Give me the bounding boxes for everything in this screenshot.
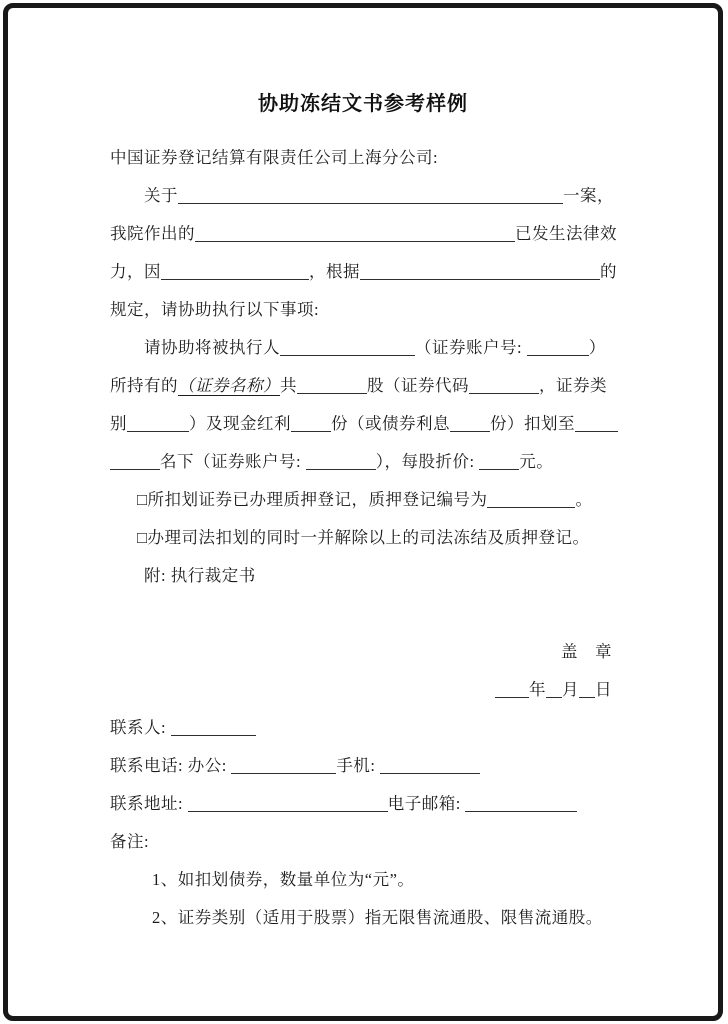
blank-field bbox=[127, 426, 189, 432]
document-page bbox=[8, 8, 718, 937]
text-segment: 已发生法律效 bbox=[515, 224, 617, 243]
text-segment: ），每股折价: bbox=[375, 452, 480, 471]
release-option-line bbox=[110, 519, 616, 557]
checkbox-icon: □ bbox=[137, 528, 148, 547]
text-segment: 力，因 bbox=[110, 262, 161, 281]
contact-person-line bbox=[110, 709, 616, 747]
text-segment: 联系人: bbox=[110, 718, 171, 737]
blank-field bbox=[469, 388, 539, 394]
blank-field bbox=[465, 806, 577, 812]
text-segment: 元。 bbox=[519, 452, 554, 471]
blank-field bbox=[291, 426, 331, 432]
text-segment: （证券名称） bbox=[178, 376, 280, 395]
text-segment: 备注: bbox=[110, 832, 150, 851]
document-title: 协助冻结文书参考样例 bbox=[258, 93, 468, 115]
blank-field bbox=[306, 464, 376, 470]
date-line bbox=[110, 671, 616, 709]
text-segment: 日 bbox=[595, 680, 612, 699]
text-segment: 手机: bbox=[336, 756, 381, 775]
blank-field bbox=[171, 730, 256, 736]
checkbox-icon: □ bbox=[137, 490, 148, 509]
blank-field bbox=[188, 806, 388, 812]
provision-line bbox=[110, 291, 616, 329]
blank-field bbox=[380, 768, 480, 774]
text-segment: 股（证券代码 bbox=[367, 376, 469, 395]
contact-phone-line bbox=[110, 747, 616, 785]
text-segment: 月 bbox=[562, 680, 579, 699]
text-segment: 年 bbox=[529, 680, 546, 699]
text-segment: 办理司法扣划的同时一并解除以上的司法冻结及质押登记。 bbox=[147, 528, 590, 547]
executee-line bbox=[110, 329, 616, 367]
blank-field bbox=[579, 692, 595, 698]
text-segment: 。 bbox=[575, 490, 593, 509]
blank-field bbox=[360, 274, 600, 280]
blank-field bbox=[280, 350, 415, 356]
securities-name-line bbox=[110, 367, 616, 405]
text-segment: 电子邮箱: bbox=[387, 794, 466, 813]
blank-field bbox=[479, 464, 519, 470]
note-1-line bbox=[110, 861, 616, 899]
text-segment: 我院作出的 bbox=[110, 224, 195, 243]
text-segment: ，证券类 bbox=[539, 376, 607, 395]
transfer-target-line bbox=[110, 443, 616, 481]
text-segment: 关于 bbox=[144, 186, 178, 205]
legal-basis-line bbox=[110, 253, 616, 291]
text-segment: 2、证券类别（适用于股票）指无限售流通股、限售流通股。 bbox=[152, 908, 603, 927]
text-segment: 所扣划证券已办理质押登记，质押登记编号为 bbox=[147, 490, 488, 509]
text-segment: 附: 执行裁定书 bbox=[144, 566, 256, 585]
text-segment: 一案， bbox=[563, 186, 614, 205]
blank-field bbox=[527, 350, 589, 356]
text-segment: 联系地址: bbox=[110, 794, 188, 813]
blank-field bbox=[178, 198, 563, 204]
text-segment: 中国证券登记结算有限责任公司上海分公司: bbox=[110, 148, 439, 167]
page-border bbox=[3, 3, 723, 1021]
text-segment: 规定，请协助执行以下事项: bbox=[110, 300, 320, 319]
blank-field bbox=[575, 426, 618, 432]
text-segment: 所持有的 bbox=[110, 376, 178, 395]
text-segment: 份）扣划至 bbox=[490, 414, 575, 433]
text-segment: 1、如扣划债券，数量单位为“元”。 bbox=[152, 870, 415, 889]
text-segment: ） bbox=[588, 338, 606, 357]
text-segment: 请协助将被执行人 bbox=[144, 338, 280, 357]
contact-address-line bbox=[110, 785, 616, 823]
text-segment: （证券账户号: bbox=[415, 338, 527, 357]
ruling-line bbox=[110, 215, 616, 253]
blank-field bbox=[546, 692, 562, 698]
text-segment: ，根据 bbox=[309, 262, 360, 281]
case-line bbox=[110, 177, 616, 215]
blank-field bbox=[195, 236, 515, 242]
blank-field bbox=[487, 502, 575, 508]
note-2-line bbox=[110, 899, 616, 937]
blank-field bbox=[110, 464, 160, 470]
text-segment: 联系电话: 办公: bbox=[110, 756, 232, 775]
blank-field bbox=[161, 274, 309, 280]
text-segment: ）及现金红利 bbox=[189, 414, 291, 433]
text-segment: 份（或债券利息 bbox=[331, 414, 450, 433]
text-segment: 名下（证券账户号: bbox=[160, 452, 306, 471]
text-segment: 共 bbox=[280, 376, 297, 395]
addressee-line bbox=[110, 139, 616, 177]
document-body bbox=[110, 139, 616, 937]
pledge-option-line bbox=[110, 481, 616, 519]
text-segment: 盖 章 bbox=[561, 642, 612, 661]
blank-field bbox=[450, 426, 490, 432]
text-segment: 的 bbox=[600, 262, 617, 281]
blank-field bbox=[495, 692, 529, 698]
blank-field bbox=[231, 768, 336, 774]
seal-line bbox=[110, 633, 616, 671]
attachment-line bbox=[110, 557, 616, 595]
text-segment: 别 bbox=[110, 414, 127, 433]
securities-category-line bbox=[110, 405, 616, 443]
remarks-label-line bbox=[110, 823, 616, 861]
blank-field bbox=[297, 388, 367, 394]
